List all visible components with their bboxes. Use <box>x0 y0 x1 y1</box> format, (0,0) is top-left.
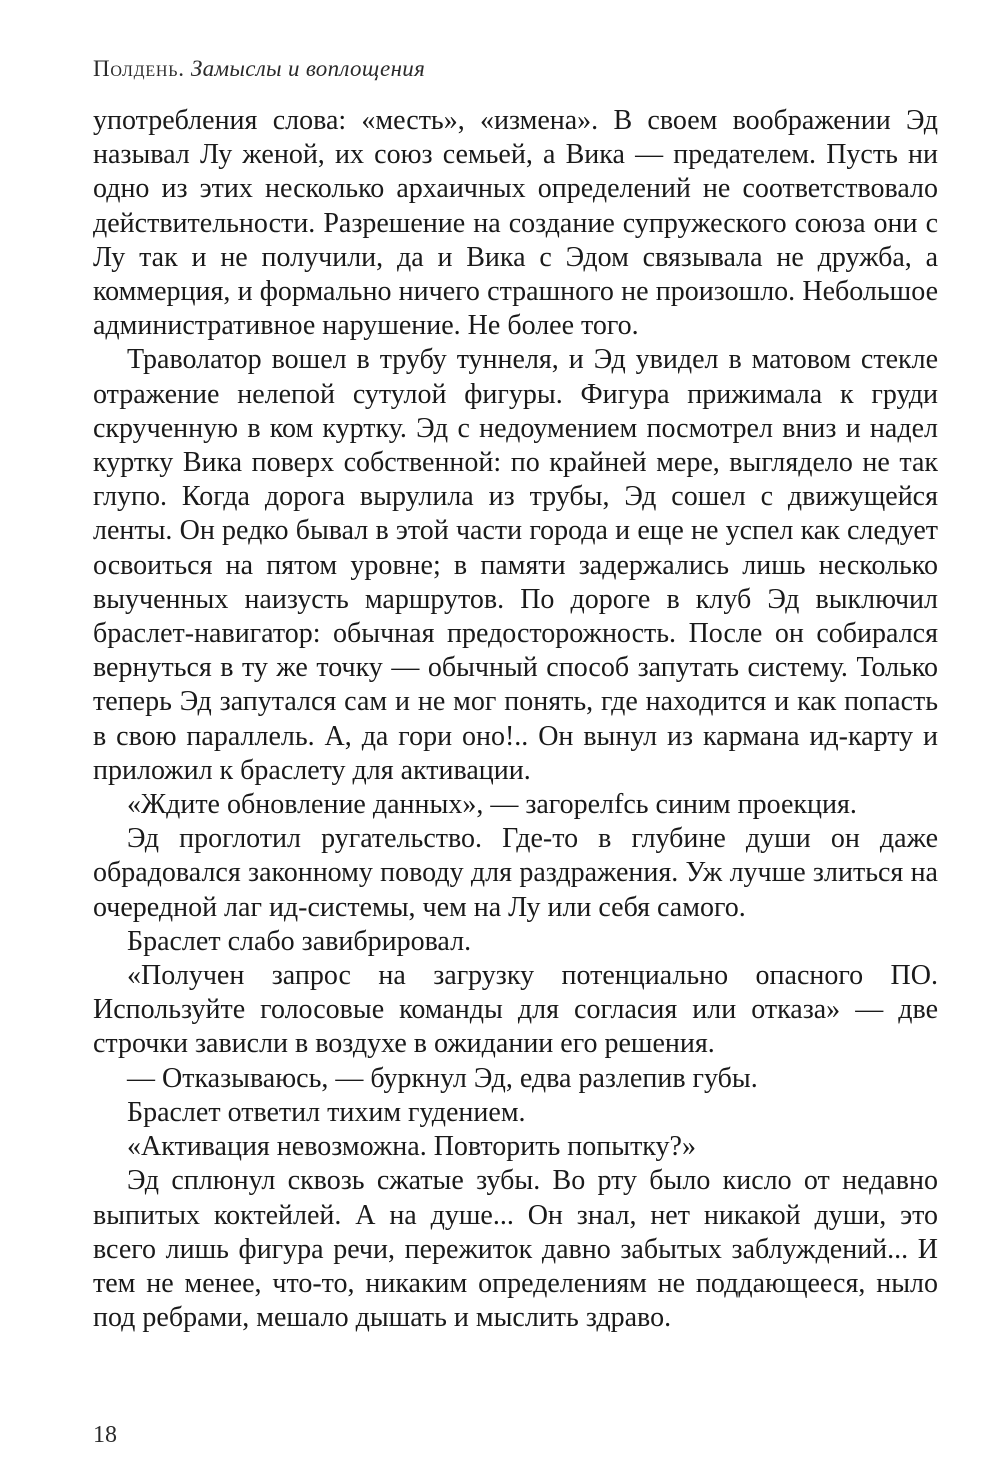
paragraph: Браслет ответил тихим гудением. <box>127 1096 526 1128</box>
paragraph: «Ждите обновление данных», — загорелfcь синим проекция. <box>127 789 857 821</box>
paragraph: «Получен запрос на загрузку потенциально опасного ПО. Используйте голосовые команды для согласия или отказа» — две строчки зависли в воздухе в ожидании его решения. <box>93 960 938 1060</box>
running-head-section: Полдень. <box>93 56 185 81</box>
running-head-chapter: Замыслы и воплощения <box>190 56 426 81</box>
running-head <box>93 56 425 82</box>
paragraph: Эд проглотил ругательство. Где-то в глубине души он даже обрадовался законному поводу для раздражения. Уж лучше злиться на очередной лаг ид-системы, чем на Лу или себя самого. <box>93 823 938 923</box>
paragraph: Браслет слабо завибрировал. <box>127 925 472 957</box>
paragraph: «Активация невозможна. Повторить попытку?» <box>127 1131 696 1163</box>
paragraph: — Отказываюсь, — буркнул Эд, едва разлепив губы. <box>127 1062 758 1094</box>
paragraph: употребления слова: «месть», «измена». В своем воображении Эд называл Лу женой, их союз семьей, а Вика — предателем. Пусть ни одно из этих несколько архаичных определений не соответствовало действительности. Разрешение на создание супружеского союза они с Лу так и не получили, да и Вика с Эдом связывала не дружба, а коммерция, и формально ничего страшного не произошло. Небольшое административное нарушение. Не более того. <box>93 105 938 342</box>
page-number: 18 <box>93 1422 117 1448</box>
paragraph: Эд сплюнул сквозь сжатые зубы. Во рту было кисло от недавно выпитых коктейлей. А на душе... Он знал, нет никакой души, это всего лишь фигура речи, пережиток давно забытых заблуждений... И тем не менее, что-то, никаким определениям не поддающееся, ныло под ребрами, мешало дышать и мыслить здраво. <box>93 1165 938 1334</box>
paragraph: Траволатор вошел в трубу туннеля, и Эд увидел в матовом стекле отражение нелепой сутулой фигуры. Фигура прижимала к груди скрученную в ком куртку. Эд с недоумением посмотрел вниз и надел куртку Вика поверх собственной: по крайней мере, выглядело не так глупо. Когда дорога вырулила из трубы, Эд сошел с движущейся ленты. Он редко бывал в этой части города и еще не успел как следует освоиться на пятом уровне; в памяти задержались лишь несколько выученных наизусть маршрутов. По дороге в клуб Эд выключил браслет-навигатор: обычная предосторожность. После он собирался вернуться в ту же точку — обычный способ запутать систему. Только теперь Эд запутался сам и не мог понять, где находится и как попасть в свою параллель. А, да гори оно!.. Он вынул из кармана ид-карту и приложил к браслету для активации. <box>93 344 938 786</box>
text-body <box>93 104 938 1335</box>
